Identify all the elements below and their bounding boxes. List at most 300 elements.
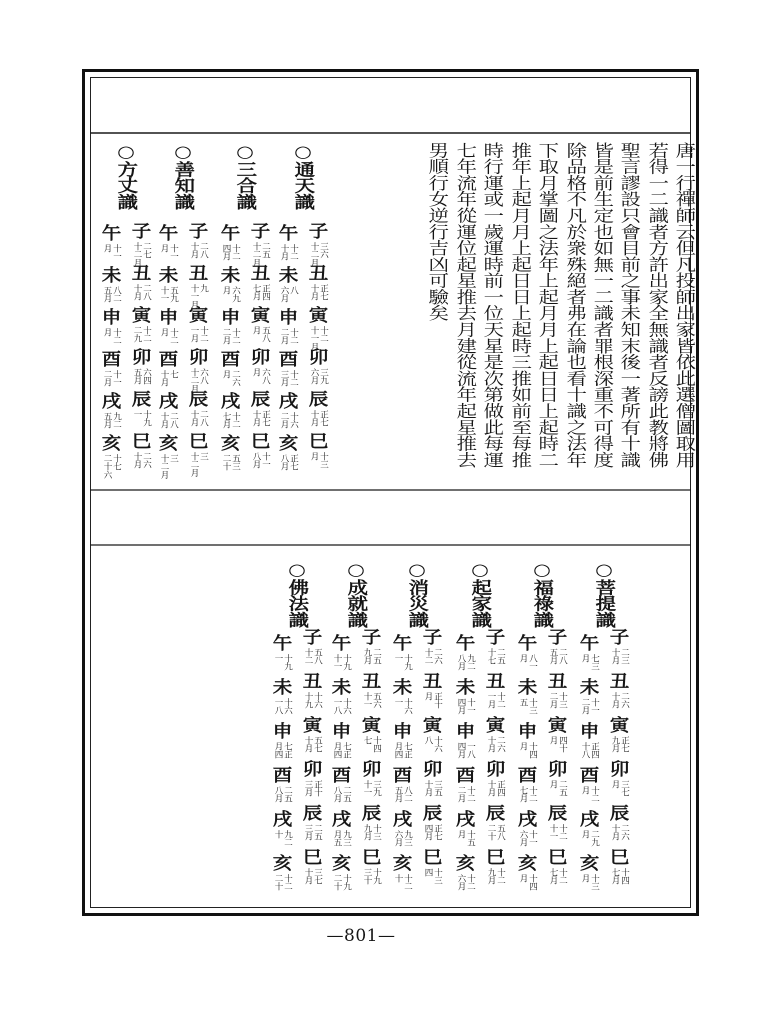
month-note-line: 二十: [332, 874, 342, 891]
shi-title: ○福祿識: [529, 560, 554, 628]
month-note: [456, 874, 475, 890]
branch-entry: [422, 762, 442, 796]
branch-char: 辰: [131, 390, 151, 410]
month-note-line: 七: [168, 370, 179, 379]
shi-title: ○起家識: [467, 560, 492, 628]
branch-char: 申: [278, 308, 298, 328]
month-note: [548, 648, 567, 664]
intro-column: 推年上起月月上起日日上起時三推如前至每推: [507, 142, 532, 468]
month-note: [132, 242, 151, 267]
month-note-line: 一八: [332, 698, 342, 715]
month-note-line: 十九: [282, 654, 293, 671]
branch-char: 卯: [302, 760, 322, 780]
month-note-line: 二九: [589, 830, 600, 847]
month-note: [610, 824, 629, 840]
month-note: [273, 698, 292, 714]
month-note-line: 二六: [495, 736, 506, 753]
branch-char: 午: [220, 224, 240, 244]
month-note-line: 九三: [341, 830, 352, 847]
branch-entry: [278, 310, 298, 344]
month-note: [610, 868, 629, 884]
branch-char: 子: [422, 628, 442, 648]
branch-char: 巳: [361, 848, 381, 868]
branch-entry: [101, 436, 121, 479]
month-note-line: 二五: [282, 786, 293, 803]
branch-entry: [272, 724, 292, 758]
month-note-line: 八: [288, 286, 299, 295]
branch-entry: [302, 806, 322, 840]
branch-char: 寅: [547, 716, 567, 736]
month-note-line: 三六: [318, 242, 329, 259]
branch-char: 亥: [331, 854, 351, 874]
month-note-line: 八二: [111, 286, 122, 303]
month-note-line: 月: [580, 786, 590, 795]
intro-column: 除品格不凡於衆殊絕者弗在論也看十識之法年: [562, 142, 587, 468]
branch-char: 辰: [422, 804, 442, 824]
month-note: [279, 412, 298, 428]
intro-column: 七年流年從運位起星推去月建從流年起星推去: [452, 142, 477, 468]
month-note-line: 九月: [362, 648, 372, 665]
month-note-line: 月: [548, 780, 558, 789]
month-note: [159, 244, 178, 260]
month-note: [393, 698, 412, 714]
month-note-line: 月: [548, 736, 558, 745]
branch-entry: [331, 680, 351, 714]
month-note-line: 九月: [610, 736, 620, 753]
branch-char: 戌: [101, 392, 121, 412]
branch-char: 亥: [392, 854, 412, 874]
month-note: [580, 654, 599, 670]
month-note: [332, 786, 351, 802]
month-note-line: 十三: [371, 824, 382, 841]
month-note-line: 七正: [341, 742, 352, 759]
branch-char: 亥: [517, 854, 537, 874]
branch-entry: [220, 268, 240, 302]
month-note-line: 三: [168, 454, 179, 463]
month-note: [309, 284, 328, 300]
month-note-line: 二八: [141, 284, 152, 301]
month-note: [159, 412, 178, 428]
branch-entry: [485, 630, 505, 664]
month-note-line: 十月: [486, 780, 496, 797]
branch-char: 寅: [131, 306, 151, 326]
month-note-line: 二月: [279, 328, 289, 345]
month-note-line: 十月: [309, 284, 319, 301]
branch-char: 亥: [101, 434, 121, 454]
branch-char: 未: [278, 266, 298, 286]
branch-char: 子: [485, 628, 505, 648]
month-note: [102, 370, 121, 386]
month-note-line: 一八: [273, 698, 283, 715]
intro-column: 下取月掌圖之法年上起月月上起日日上起時二: [534, 142, 559, 468]
month-note-line: 十一: [260, 452, 271, 469]
branch-char: 午: [455, 634, 475, 654]
branch-char: 丑: [250, 264, 270, 284]
month-note-line: 三月: [303, 824, 313, 841]
month-note: [273, 742, 292, 758]
month-note: [279, 328, 298, 344]
branch-char: 丑: [308, 264, 328, 284]
month-note: [423, 648, 442, 664]
month-note-line: 七正: [402, 742, 413, 759]
month-note-line: 十月: [610, 648, 620, 665]
branch-char: 丑: [361, 672, 381, 692]
branch-entry: [455, 636, 475, 670]
month-note-line: 十二: [288, 244, 299, 261]
branch-entry: [250, 350, 270, 384]
month-note-line: 二八: [168, 412, 179, 429]
month-note-line: 月: [221, 370, 231, 379]
branch-entry: [517, 768, 537, 802]
branch-entry: [609, 718, 629, 752]
month-note-line: 十二: [230, 412, 241, 429]
month-note: [362, 780, 381, 796]
month-note: [279, 370, 298, 386]
month-note-line: 月: [309, 452, 319, 461]
month-note: [580, 742, 599, 758]
month-note-line: 十九: [402, 654, 413, 671]
month-note: [332, 654, 351, 670]
month-note-line: 十二月: [189, 452, 199, 477]
month-note-line: 月: [580, 654, 590, 663]
branch-char: 亥: [220, 434, 240, 454]
month-note-line: 九二: [282, 830, 293, 847]
branch-char: 申: [331, 722, 351, 742]
month-note-line: 月: [159, 244, 169, 253]
intro-column: 唐一行禪師云但凡投師出家皆依此選僧圖取用: [671, 142, 696, 468]
month-note-line: 二五: [260, 242, 271, 259]
month-note-line: 六月: [393, 830, 403, 847]
branch-char: 戌: [331, 810, 351, 830]
branch-char: 申: [579, 722, 599, 742]
branch-entry: [101, 394, 121, 428]
month-note-line: 七月: [251, 284, 261, 301]
month-note-line: 十六: [432, 736, 443, 753]
month-note-line: 十二: [168, 328, 179, 345]
month-note-line: 五六: [371, 692, 382, 709]
month-note-line: 三五: [432, 780, 443, 797]
month-note-line: 二六: [230, 370, 241, 387]
shi-title: ○消災識: [404, 560, 429, 628]
month-note-line: 月: [221, 286, 231, 295]
month-note-line: 正四: [495, 780, 506, 797]
branch-char: 丑: [131, 264, 151, 284]
branch-entry: [422, 806, 442, 840]
month-note: [273, 874, 292, 890]
month-note: [610, 692, 629, 708]
branch-entry: [272, 680, 292, 714]
branch-char: 巳: [422, 848, 442, 868]
month-note-line: 十: [393, 874, 403, 883]
branch-entry: [609, 850, 629, 884]
branch-char: 酉: [101, 350, 121, 370]
branch-entry: [188, 308, 208, 342]
branch-char: 亥: [158, 434, 178, 454]
month-note: [456, 698, 475, 714]
month-note-line: 月: [423, 692, 433, 701]
month-note: [102, 328, 121, 344]
branch-char: 戌: [158, 392, 178, 412]
month-note-line: 十一: [111, 370, 122, 387]
month-note-line: 月: [518, 742, 528, 751]
branch-char: 巳: [188, 432, 208, 452]
branch-char: 午: [517, 634, 537, 654]
month-note: [251, 284, 270, 300]
month-note: [393, 654, 412, 670]
month-note-line: 七正: [282, 742, 293, 759]
month-note-line: 十一月: [309, 326, 319, 351]
branch-entry: [485, 674, 505, 708]
month-note-line: 十二: [198, 326, 209, 343]
branch-char: 未: [517, 678, 537, 698]
branch-entry: [422, 630, 442, 664]
branch-entry: [220, 394, 240, 428]
month-note-line: 月: [580, 874, 590, 883]
month-note-line: 十七: [486, 648, 496, 665]
month-note-line: 十二月: [251, 242, 261, 267]
month-note: [486, 868, 505, 884]
branch-char: 卯: [361, 760, 381, 780]
month-note-line: 十三: [589, 874, 600, 891]
month-note-line: 四月: [221, 244, 231, 261]
month-note-line: 五七: [312, 736, 323, 753]
branch-char: 亥: [455, 854, 475, 874]
month-note-line: 二五: [312, 824, 323, 841]
branch-char: 子: [131, 222, 151, 242]
month-note-line: 正十: [432, 692, 443, 709]
month-note-line: 月: [102, 328, 112, 337]
branch-entry: [101, 352, 121, 386]
branch-entry: [331, 856, 351, 890]
branch-entry: [609, 806, 629, 840]
branch-char: 寅: [308, 306, 328, 326]
month-note: [189, 326, 208, 342]
branch-entry: [158, 436, 178, 479]
branch-char: 辰: [547, 804, 567, 824]
month-note-line: 三九: [318, 368, 329, 385]
month-note-line: 月: [456, 830, 466, 839]
month-note: [456, 742, 475, 758]
branch-entry: [485, 806, 505, 840]
month-note-line: 正四: [260, 284, 271, 301]
month-note: [518, 654, 537, 670]
month-note-line: 四月: [456, 742, 466, 759]
branch-char: 辰: [485, 804, 505, 824]
month-note: [309, 242, 328, 267]
branch-char: 酉: [331, 766, 351, 786]
month-note: [251, 410, 270, 426]
month-note: [548, 692, 567, 708]
month-note-line: 二三: [619, 648, 630, 665]
month-note-line: 八一: [527, 654, 538, 671]
month-note-line: 十月: [610, 692, 620, 709]
month-note: [580, 830, 599, 846]
month-note: [580, 786, 599, 802]
month-note: [251, 368, 270, 384]
month-note-line: 二八: [198, 242, 209, 259]
branch-char: 亥: [278, 434, 298, 454]
month-note-line: 二月: [580, 698, 590, 715]
branch-char: 酉: [272, 766, 292, 786]
branch-char: 子: [308, 222, 328, 242]
branch-entry: [455, 812, 475, 846]
branch-char: 巳: [485, 848, 505, 868]
branch-entry: [422, 674, 442, 708]
month-note-line: 十月: [610, 824, 620, 841]
branch-entry: [485, 718, 505, 752]
month-note: [548, 736, 567, 752]
branch-char: 丑: [547, 672, 567, 692]
branch-char: 戌: [278, 392, 298, 412]
branch-char: 巳: [250, 432, 270, 452]
shi-title: ○成就識: [343, 560, 368, 628]
branch-char: 未: [392, 678, 412, 698]
branch-char: 辰: [250, 390, 270, 410]
month-note: [102, 454, 121, 479]
month-note-line: 十月: [132, 452, 142, 469]
month-note-line: 五: [518, 698, 528, 707]
branch-char: 丑: [609, 672, 629, 692]
month-note: [132, 410, 151, 426]
month-note-line: 二十: [221, 454, 231, 471]
month-note-line: 十一: [362, 780, 372, 797]
month-note: [456, 830, 475, 846]
branch-entry: [158, 268, 178, 302]
month-note-line: 十三: [432, 868, 443, 885]
branch-char: 未: [331, 678, 351, 698]
month-note-line: 八月: [273, 786, 283, 803]
branch-char: 丑: [302, 672, 322, 692]
month-note: [456, 786, 475, 802]
month-note-line: 十二: [527, 786, 538, 803]
month-note: [309, 452, 328, 468]
branch-entry: [188, 350, 208, 393]
branch-char: 子: [609, 628, 629, 648]
month-note-line: 十一月: [189, 284, 199, 309]
branch-entry: [361, 850, 381, 884]
branch-entry: [158, 310, 178, 344]
month-note-line: 月: [251, 368, 261, 377]
month-note-line: 十月: [251, 410, 261, 427]
month-note-line: 一: [273, 654, 283, 663]
branch-entry: [131, 434, 151, 468]
month-note: [221, 286, 240, 302]
branch-entry: [158, 226, 178, 260]
month-note: [610, 780, 629, 796]
month-note: [362, 692, 381, 708]
month-note: [189, 284, 208, 309]
branch-entry: [250, 266, 270, 300]
month-note-line: 三七: [312, 868, 323, 885]
month-note-line: 十六: [282, 698, 293, 715]
month-note-line: 八月: [332, 786, 342, 803]
branch-entry: [485, 762, 505, 796]
month-note-line: 九: [198, 284, 209, 293]
month-note: [279, 286, 298, 302]
month-note-line: 十月: [303, 736, 313, 753]
branch-char: 酉: [278, 350, 298, 370]
month-note-line: 月: [580, 830, 590, 839]
branch-entry: [308, 350, 328, 384]
month-note: [303, 692, 322, 708]
month-note: [159, 454, 178, 479]
branch-entry: [361, 630, 381, 664]
month-note-line: 十月: [303, 868, 313, 885]
month-note-line: 十二月: [159, 454, 169, 479]
month-note-line: 十一: [527, 830, 538, 847]
branch-char: 酉: [220, 350, 240, 370]
branch-entry: [331, 636, 351, 670]
month-note-line: 二五: [495, 648, 506, 665]
month-note: [303, 648, 322, 664]
branch-entry: [517, 812, 537, 846]
branch-entry: [455, 680, 475, 714]
month-note-line: 十五: [465, 830, 476, 847]
branch-entry: [302, 630, 322, 664]
month-note-line: 月五: [332, 830, 342, 847]
branch-entry: [331, 724, 351, 758]
month-note-line: 二十六: [102, 454, 112, 479]
branch-entry: [278, 436, 298, 470]
month-note: [362, 868, 381, 884]
shi-title: ○菩提識: [591, 560, 616, 628]
branch-char: 未: [579, 678, 599, 698]
branch-entry: [331, 812, 351, 846]
branch-entry: [308, 392, 328, 426]
month-note-line: 十六: [341, 698, 352, 715]
month-note-line: 十一: [159, 286, 169, 303]
branch-char: 寅: [302, 716, 322, 736]
month-note-line: 二月: [456, 786, 466, 803]
month-note-line: 十二: [465, 874, 476, 891]
month-note-line: 十: [273, 830, 283, 839]
month-note: [251, 326, 270, 342]
branch-entry: [609, 674, 629, 708]
month-note: [486, 824, 505, 840]
month-note: [309, 410, 328, 426]
month-note-line: 六八: [260, 368, 271, 385]
month-note-line: 月: [251, 326, 261, 335]
branch-char: 巳: [308, 432, 328, 452]
month-note-line: 十一: [589, 698, 600, 715]
month-note-line: 六月: [309, 368, 319, 385]
month-note-line: 十二: [282, 874, 293, 891]
branch-entry: [272, 636, 292, 670]
month-note-line: 四: [423, 868, 433, 877]
branch-entry: [361, 674, 381, 708]
month-note-line: 五三: [230, 454, 241, 471]
branch-entry: [220, 226, 240, 260]
month-note-line: 正七: [318, 410, 329, 427]
branch-char: 亥: [579, 854, 599, 874]
branch-entry: [547, 630, 567, 664]
month-note-line: 十四: [527, 874, 538, 891]
month-note-line: 七: [362, 736, 372, 745]
month-note-line: 五八: [260, 326, 271, 343]
branch-char: 卯: [609, 760, 629, 780]
month-note-line: 八: [423, 736, 433, 745]
month-note-line: 六九: [230, 286, 241, 303]
month-note-line: 五月: [102, 286, 112, 303]
month-note: [518, 698, 537, 714]
month-note-line: 九二: [465, 654, 476, 671]
month-note: [393, 830, 412, 846]
branch-entry: [361, 806, 381, 840]
month-note-line: 十二: [111, 328, 122, 345]
branch-entry: [517, 636, 537, 670]
branch-entry: [392, 724, 412, 758]
branch-entry: [547, 850, 567, 884]
